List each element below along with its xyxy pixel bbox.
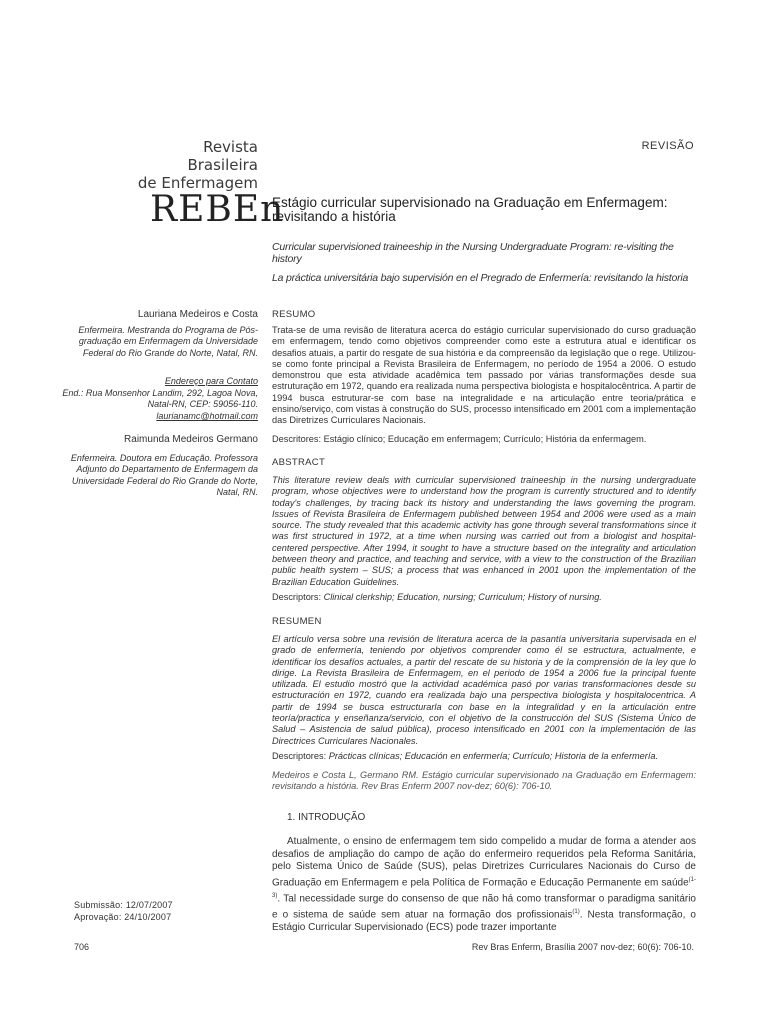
introduction-heading: 1. INTRODUÇÃO <box>287 812 366 823</box>
resumo-text: Trata-se de uma revisão de literatura acerca do estágio curricular supervisionado do curso graduação em enfermagem, tendo como objetivos compreender como este a estrutura atual e identificar os desafios atuais, a partir do resgate de sua história e da compreensão da legislação que o rege. Utilizou-se como fonte principal a Revista Brasileira de Enfermagem, no período de 1954 a 2006. O estudo demonstrou que esta atividade acadêmica tem passado por várias transformações desde sua estruturação em 1972, quando era realizada numa perspectiva biologista e hospitalocêntrica. A partir de 1994 busca estruturar-se com base na integralidade e na articulação entre teoria/prática e ensino/serviço, com vistas à construção do SUS, processo intensificado em 2001 com a implementação das Diretrizes Curriculares Nacionais. <box>272 325 696 426</box>
journal-name-line-2: Brasileira <box>187 156 258 174</box>
abstract-heading: ABSTRACT <box>272 457 326 468</box>
journal-name-line-3: de Enfermagem <box>137 174 258 192</box>
author-address: End.: Rua Monsenhor Landim, 292, Lagoa Nova, Natal-RN, CEP: 59056-110. <box>62 388 258 410</box>
journal-logo: REBEn <box>150 189 285 230</box>
abstract-descriptors <box>272 592 696 603</box>
resumo-descriptors: Descritores: Estágio clínico; Educação em enfermagem; Currículo; História da enfermagem. <box>272 434 647 444</box>
article-title-spanish: La práctica universitária bajo supervisión en el Pregrado de Enfermería: revisitando la historia <box>272 272 689 284</box>
intro-text-b: . Tal necessidade surge do consenso de que não há como transformar o paradigma sanitário e o sistema de saúde sem atuar na formação dos profissionais <box>272 893 696 920</box>
abstract-descriptors-label: Descriptors: <box>272 592 322 602</box>
intro-reference-a: (1-3) <box>272 876 696 899</box>
intro-text-a: Atualmente, o ensino de enfermagem tem sido compelido a mudar de forma a atender aos desafios de ampliação do campo de ação do enfermeiro requeridos pela Reforma Sanitária, pelo Sistema Único de Saúde (SUS), pelas Diretrizes Curriculares Nacionais do Curso de Graduação em Enfermagem e pela Política de Formação e Educação Permanente em saúde <box>272 836 696 889</box>
email-wrapper <box>58 411 258 422</box>
contact-heading <box>58 376 258 387</box>
author-affiliation-1: Enfermeira. Mestranda do Programa de Pós-graduação em Enfermagem da Universidade Federal do Rio Grande do Norte, Natal, RN. <box>78 325 258 358</box>
page-number: 706 <box>74 942 90 952</box>
section-label: REVISÃO <box>641 140 694 152</box>
intro-reference-b: (1) <box>572 908 580 915</box>
author-name-2: Raimunda Medeiros Germano <box>124 434 258 445</box>
abstract-descriptors-list: Clinical clerkship; Education, nursing; Curriculum; History of nursing. <box>323 592 602 602</box>
resumen-heading: RESUMEN <box>272 616 322 627</box>
introduction-text <box>272 836 696 934</box>
resumen-descriptors <box>272 751 696 762</box>
contact-label: Endereço para Contato <box>164 376 258 386</box>
resumen-descriptors-list: Prácticas clínicas; Educación en enfermería; Currículo; Historia de la enfermería. <box>328 751 659 761</box>
article-title-english: Curricular supervisioned traineeship in the Nursing Undergraduate Program: re-visiting the history <box>272 241 674 265</box>
intro-text-c: . Nesta transformação, o Estágio Curricular Supervisionado (ECS) pode trazer importante <box>272 908 696 933</box>
resumen-descriptors-label: Descriptores: <box>272 751 327 761</box>
citation: Medeiros e Costa L, Germano RM. Estágio curricular supervisionado na Graduação em Enfermagem: revisitando a história. Rev Bras Enferm 2007 nov-dez; 60(6): 706-10. <box>272 770 696 792</box>
journal-name-line-1: Revista <box>203 138 258 156</box>
author-email-link[interactable]: laurianamc@hotmail.com <box>156 411 258 421</box>
submission-date: Submissão: 12/07/2007 <box>74 900 173 910</box>
author-name-1: Lauriana Medeiros e Costa <box>137 309 258 320</box>
approval-date: Aprovação: 24/10/2007 <box>74 912 172 922</box>
abstract-text: This literature review deals with curricular supervisioned traineeship in the nursing undergraduate program, whose objectives were to understand how the program is currently structured and to identify today's challenges, by tracing back its history and understanding the laws governing the program. Issues of Revista Brasileira de Enfermagem published between 1954 and 2006 were used as a main source. The study revealed that this academic activity has gone through several transformations since it was first structured in 1972, at a time when nursing was carried out from a biologist and hospital-centered perspective. After 1994, it sought to have a structure based on the integrality and articulation between theory and practice, and teaching and service, with a view to the construction of the Brazilian public health system – SUS; a process that was enhanced in 2001 upon the implementation of the Brazilian Education Guidelines. <box>272 475 696 587</box>
resumen-text: El artículo versa sobre una revisión de literatura acerca de la pasantía universitaria supervisada en el grado de enfermería, teniendo por objetivos comprender como él se estructura, actualmente, e identificar los desafíos actuales, a partir del rescate de su historia y de la comprensión de la ley que lo dirige. La Revista Brasileira de Enfermagem, en el periodo de 1954 a 2006 fue la principal fuente utilizada. El estudio mostró que la actividad académica pasó por varias transformaciones desde su estructuración en 1972, cuando era realizada bajo una perspectiva biologista y hospitalocentrica. A partir de 1994 se busca estructurarla con base en la integralidad y en la articulación entre teoría/practica y enseñanza/servicio, con el objetivo de la construcción del SUS (Sistema Único de Salud – Asistencia de salud pública), proceso intensificado en 2001 con la implementación de las Directrices Curriculares Nacionales. <box>272 634 696 746</box>
article-title: Estágio curricular supervisionado na Graduação em Enfermagem: revisitando a história <box>272 195 668 224</box>
footer-journal-reference: Rev Bras Enferm, Brasília 2007 nov-dez; 60(6): 706-10. <box>471 942 694 952</box>
resumo-heading: RESUMO <box>272 309 316 320</box>
author-affiliation-2: Enfermeira. Doutora em Educação. Professora Adjunto do Departamento de Enfermagem da Universidade Federal do Rio Grande do Norte, Natal, RN. <box>70 453 258 497</box>
